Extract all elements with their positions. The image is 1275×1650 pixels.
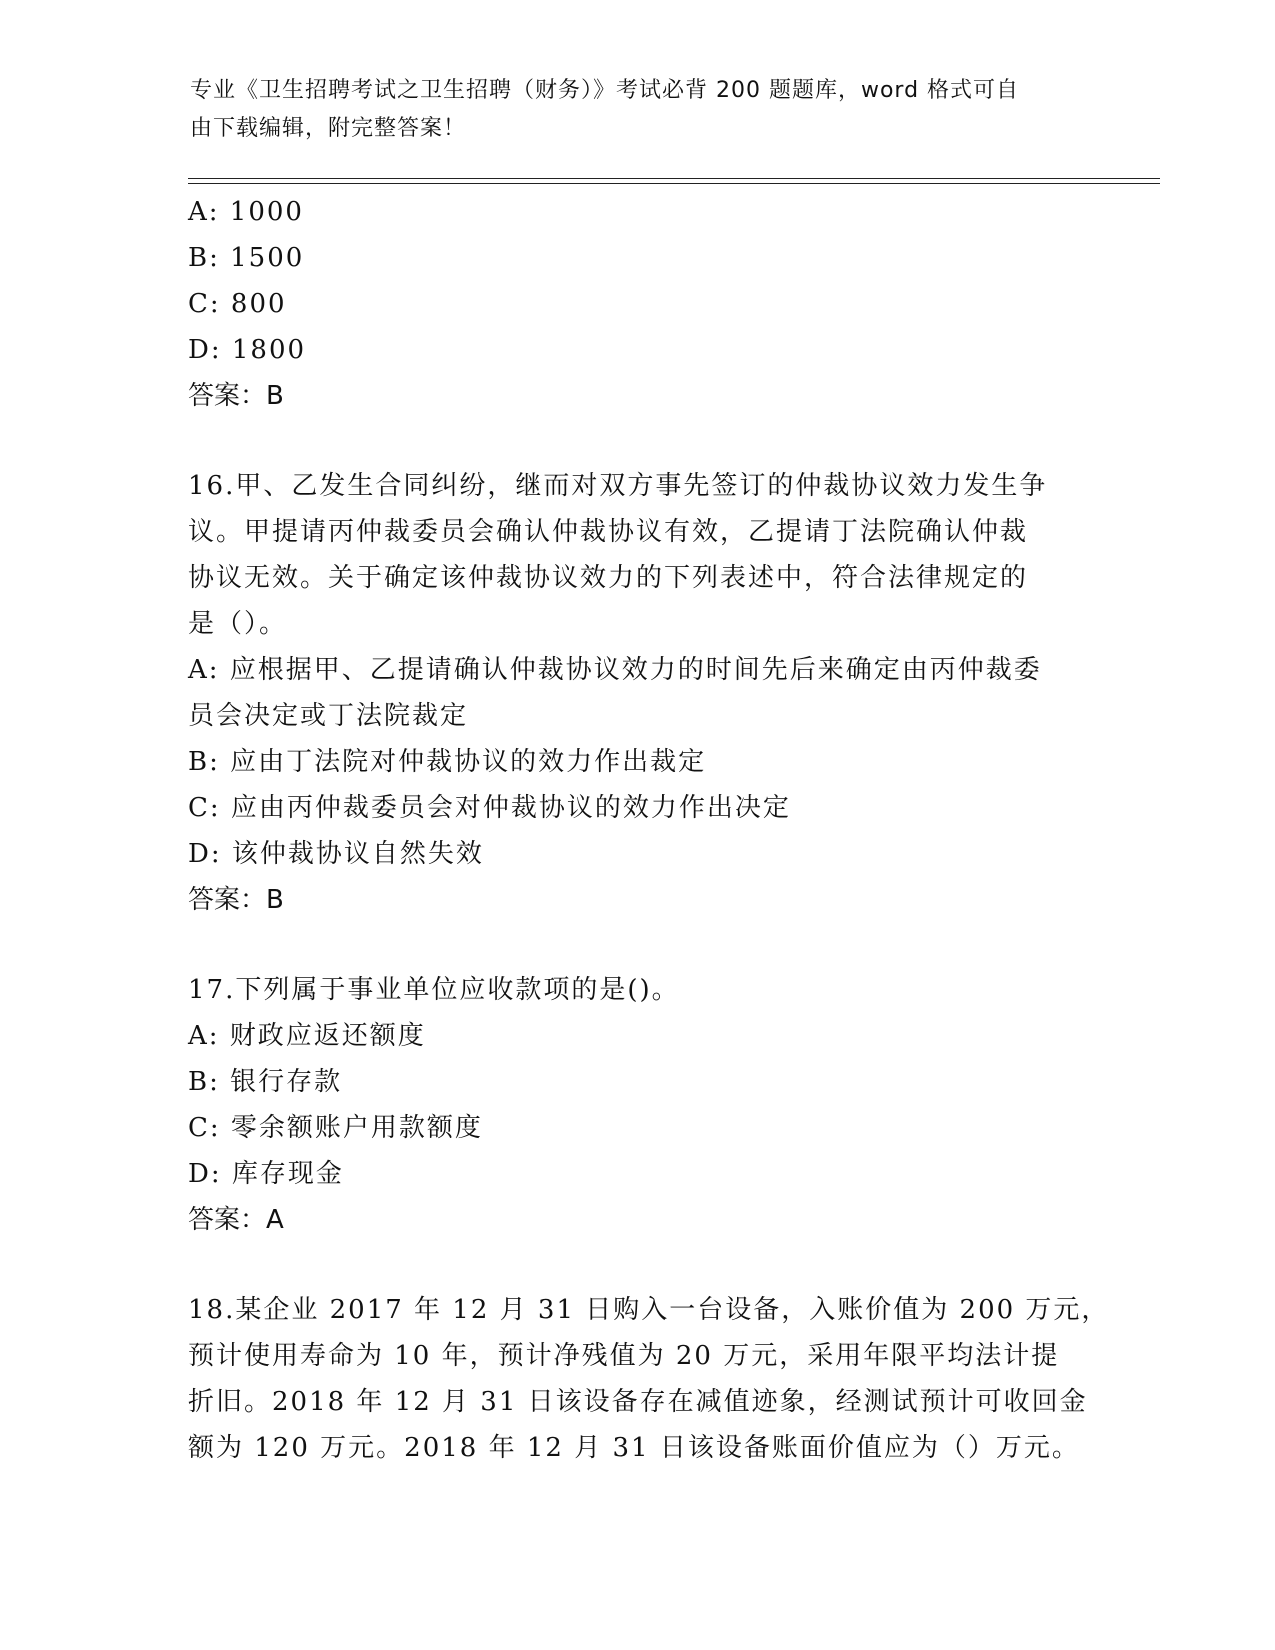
question-stem-line: 17.下列属于事业单位应收款项的是()。	[188, 975, 680, 1005]
question-stem-line: 协议无效。关于确定该仲裁协议效力的下列表述中，符合法律规定的	[188, 563, 1029, 593]
question-content	[188, 189, 1110, 1471]
option-d: D: 该仲裁协议自然失效	[188, 839, 484, 869]
question-stem-line: 是（）。	[188, 609, 288, 639]
option-b: B: 应由丁法院对仲裁协议的效力作出裁定	[188, 747, 707, 777]
option-c: C: 应由丙仲裁委员会对仲裁协议的效力作出决定	[188, 793, 791, 823]
option-c: C: 零余额账户用款额度	[188, 1113, 483, 1143]
question-18	[188, 1287, 1110, 1471]
option-b: B: 银行存款	[188, 1067, 343, 1097]
spacer	[188, 419, 1088, 463]
question-stem-line: 折旧。2018 年 12 月 31 日该设备存在减值迹象，经测试预计可收回金	[188, 1387, 1088, 1417]
answer: 答案：B	[188, 885, 284, 915]
question-stem-line: 16.甲、乙发生合同纠纷，继而对双方事先签订的仲裁协议效力发生争	[188, 471, 1048, 501]
option-a-continued: 员会决定或丁法院裁定	[188, 701, 469, 731]
option-a: A: 财政应返还额度	[188, 1021, 426, 1051]
option-a: A: 应根据甲、乙提请确认仲裁协议效力的时间先后来确定由丙仲裁委	[188, 655, 1042, 685]
header-divider	[188, 178, 1160, 184]
question-stem-line: 议。甲提请丙仲裁委员会确认仲裁协议有效，乙提请丁法院确认仲裁	[188, 517, 1029, 547]
spacer	[188, 1243, 1088, 1287]
question-stem-line: 18.某企业 2017 年 12 月 31 日购入一台设备，入账价值为 200 万元，	[188, 1295, 1110, 1325]
header-line-1: 专业《卫生招聘考试之卫生招聘（财务）》考试必背 200 题题库，word 格式可自	[190, 78, 1020, 103]
answer: 答案：B	[188, 381, 284, 411]
option-b: B: 1500	[188, 243, 305, 273]
option-a: A: 1000	[188, 197, 304, 227]
question-15	[188, 189, 1088, 419]
header-line-2: 由下载编辑，附完整答案！	[190, 116, 467, 141]
question-16	[188, 463, 1088, 923]
question-17	[188, 967, 1088, 1243]
spacer	[188, 923, 1088, 967]
option-c: C: 800	[188, 289, 287, 319]
answer: 答案：A	[188, 1205, 284, 1235]
option-d: D: 1800	[188, 335, 307, 365]
option-d: D: 库存现金	[188, 1159, 344, 1189]
document-header	[190, 72, 1070, 148]
question-stem-line: 额为 120 万元。2018 年 12 月 31 日该设备账面价值应为（）万元。	[188, 1433, 1080, 1463]
question-stem-line: 预计使用寿命为 10 年，预计净残值为 20 万元，采用年限平均法计提	[188, 1341, 1060, 1371]
